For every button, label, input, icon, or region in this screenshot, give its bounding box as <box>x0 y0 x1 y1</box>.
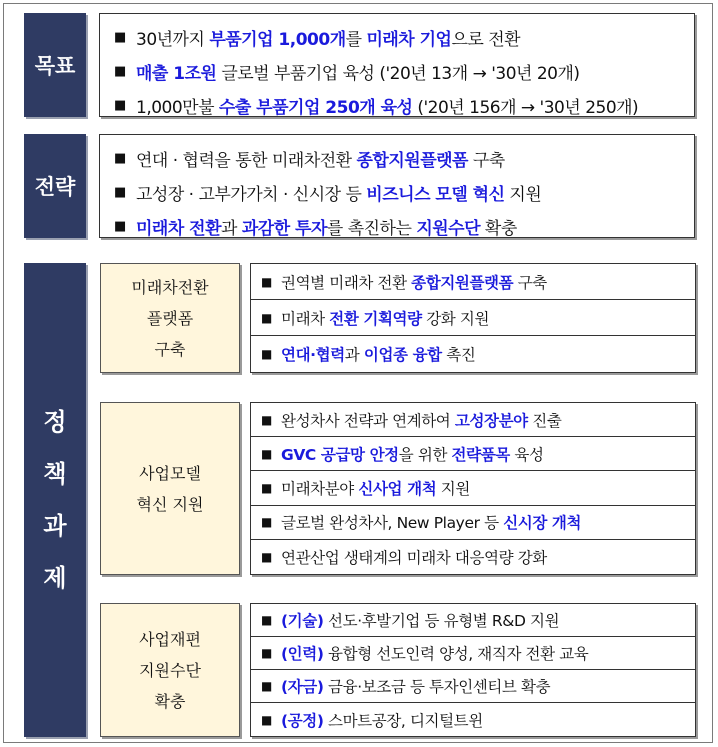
plain-text: 선도·후발기업 등 유형별 R&D 지원 <box>323 612 560 630</box>
item-text <box>281 343 475 365</box>
plain-text: 과 <box>221 218 242 239</box>
task-category-restructuring <box>100 603 240 737</box>
bullet-item <box>251 264 695 300</box>
bullet-icon: ■ <box>261 549 272 564</box>
task-category-platform <box>100 263 240 373</box>
item-text <box>136 59 580 84</box>
bullet-icon: ■ <box>261 679 272 693</box>
category-line: 혁신 지원 <box>136 494 204 514</box>
plain-text: 30년까지 <box>136 29 210 50</box>
bullet-icon: ■ <box>261 446 272 461</box>
highlight-text: 신시장 개척 <box>503 514 582 533</box>
bullet-item <box>251 403 695 437</box>
highlight-text: 미래차 기업 <box>366 29 452 50</box>
bullet-item <box>251 437 695 471</box>
plain-text: 권역별 미래차 전환 <box>281 273 412 292</box>
bullet-icon: ■ <box>261 347 272 361</box>
highlight-text: 부품기업 1,000개 <box>209 29 346 50</box>
task-items-platform <box>250 263 696 373</box>
plain-text: 과 <box>344 346 364 364</box>
category-line: 미래차전환 <box>131 277 209 297</box>
highlight-text: 매출 1조원 <box>136 63 217 84</box>
plain-text: 를 <box>345 29 367 50</box>
bullet-item <box>114 54 684 88</box>
strategy-box <box>99 134 695 238</box>
category-line: 플랫폼 <box>146 308 194 328</box>
strategy-label: 전략 <box>34 175 76 199</box>
bullet-icon: ■ <box>114 63 126 79</box>
plain-text: 고성장 · 고부가가치 · 신시장 등 <box>136 184 367 205</box>
bullet-item <box>114 20 684 54</box>
item-text <box>281 307 489 329</box>
category-line: 사업모델 <box>139 463 201 483</box>
item-text <box>281 511 581 533</box>
strategy-label-block <box>24 134 86 238</box>
highlight-text: 종합지원플랫폼 <box>356 150 468 171</box>
highlight-text: (기술) <box>281 612 324 630</box>
highlight-text: 종합지원플랫폼 <box>411 273 514 292</box>
item-text <box>136 25 520 50</box>
highlight-text: 과감한 투자 <box>241 218 327 239</box>
bullet-icon: ■ <box>261 310 272 325</box>
goal-label-block <box>24 13 86 117</box>
bullet-icon: ■ <box>114 150 126 166</box>
plain-text: 를 촉진하는 <box>326 218 417 239</box>
plain-text: 완성차사 전략과 연계하여 <box>281 411 455 430</box>
highlight-text: GVC 공급망 안정 <box>281 445 399 464</box>
highlight-text: 비즈니스 모델 혁신 <box>366 184 505 205</box>
bullet-item <box>251 637 695 670</box>
plain-text: 글로벌 완성차사, New Player 등 <box>281 514 504 533</box>
bullet-item <box>251 703 695 736</box>
highlight-text: 연대·협력 <box>281 346 345 364</box>
highlight-text: (공정) <box>281 711 324 730</box>
plain-text: 금융·보조금 등 투자인센티브 확충 <box>323 678 551 696</box>
plain-text: 강화 지원 <box>421 309 490 328</box>
bullet-icon: ■ <box>114 29 126 45</box>
item-text <box>281 709 483 731</box>
category-line: 구축 <box>154 339 186 359</box>
category-line: 사업재편 <box>139 629 201 649</box>
plain-text: 스마트공장, 디지털트윈 <box>323 711 483 730</box>
bullet-icon: ■ <box>261 613 272 627</box>
plain-text: ('20년 156개 → '30년 250개) <box>412 97 639 118</box>
category-line: 확충 <box>154 691 186 711</box>
highlight-text: 이업종 융합 <box>363 346 442 364</box>
highlight-text: (자금) <box>281 678 324 696</box>
category-line: 지원수단 <box>139 660 201 680</box>
bullet-item <box>114 141 684 175</box>
bullet-icon: ■ <box>261 712 272 727</box>
bullet-item <box>251 604 695 637</box>
tasks-label-char: 과 <box>43 512 67 540</box>
bullet-icon: ■ <box>261 646 272 660</box>
item-text <box>281 443 544 465</box>
tasks-label-char: 정 <box>43 408 67 436</box>
highlight-text: 전환 기획역량 <box>329 309 422 328</box>
plain-text: 촉진 <box>441 346 476 364</box>
tasks-label-char: 책 <box>43 460 67 488</box>
item-text <box>136 214 517 239</box>
item-text <box>136 146 505 171</box>
plain-text: 미래차 <box>281 309 330 328</box>
tasks-label-block <box>24 263 86 737</box>
bullet-item <box>114 209 684 243</box>
highlight-text: (인력) <box>281 645 324 663</box>
bullet-icon: ■ <box>261 515 272 530</box>
item-text <box>281 546 547 568</box>
tasks-label-char: 제 <box>43 564 67 592</box>
bullet-icon: ■ <box>114 218 126 234</box>
bullet-item <box>114 175 684 209</box>
highlight-text: 신사업 개척 <box>358 479 437 498</box>
item-text <box>136 93 638 118</box>
item-text <box>281 609 559 631</box>
bullet-item <box>251 670 695 703</box>
plain-text: 구축 <box>467 150 505 171</box>
task-items-business-model <box>250 402 696 575</box>
bullet-icon: ■ <box>261 412 272 427</box>
bullet-item <box>251 336 695 372</box>
item-text <box>281 271 547 293</box>
plain-text: 확충 <box>480 218 517 239</box>
highlight-text: 전략품목 <box>451 445 510 464</box>
bullet-item <box>251 506 695 540</box>
plain-text: 글로벌 부품기업 육성 ('20년 13개 → '30년 20개) <box>216 63 580 84</box>
item-text <box>281 675 550 697</box>
highlight-text: 미래차 전환 <box>136 218 222 239</box>
item-text <box>281 409 561 431</box>
plain-text: 1,000만불 <box>136 97 219 118</box>
plain-text: 지원 <box>436 479 470 498</box>
bullet-icon: ■ <box>261 480 272 495</box>
plain-text: 융합형 선도인력 양성, 재직자 전환 교육 <box>323 645 589 663</box>
bullet-item <box>114 88 684 122</box>
bullet-item <box>251 540 695 574</box>
item-text <box>281 477 470 499</box>
bullet-icon: ■ <box>114 97 126 113</box>
plain-text: 을 위한 <box>398 445 452 464</box>
plain-text: 미래차분야 <box>281 479 359 498</box>
goal-label: 목표 <box>34 54 76 78</box>
goal-box <box>99 13 695 117</box>
plain-text: 연대 · 협력을 통한 미래차전환 <box>136 150 357 171</box>
task-items-restructuring <box>250 603 696 737</box>
highlight-text: 지원수단 <box>416 218 481 239</box>
plain-text: 으로 전환 <box>451 29 521 50</box>
plain-text: 육성 <box>509 445 544 464</box>
task-category-business-model <box>100 402 240 575</box>
plain-text: 구축 <box>513 273 547 292</box>
item-text <box>281 642 588 664</box>
plain-text: 진출 <box>527 411 562 430</box>
plain-text: 연관산업 생태계의 미래차 대응역량 강화 <box>281 548 547 567</box>
bullet-item <box>251 300 695 336</box>
bullet-item <box>251 471 695 505</box>
bullet-icon: ■ <box>261 274 272 289</box>
bullet-icon: ■ <box>114 184 126 200</box>
highlight-text: 수출 부품기업 250개 육성 <box>218 97 413 118</box>
plain-text: 지원 <box>504 184 542 205</box>
item-text <box>136 180 541 205</box>
highlight-text: 고성장분야 <box>454 411 528 430</box>
